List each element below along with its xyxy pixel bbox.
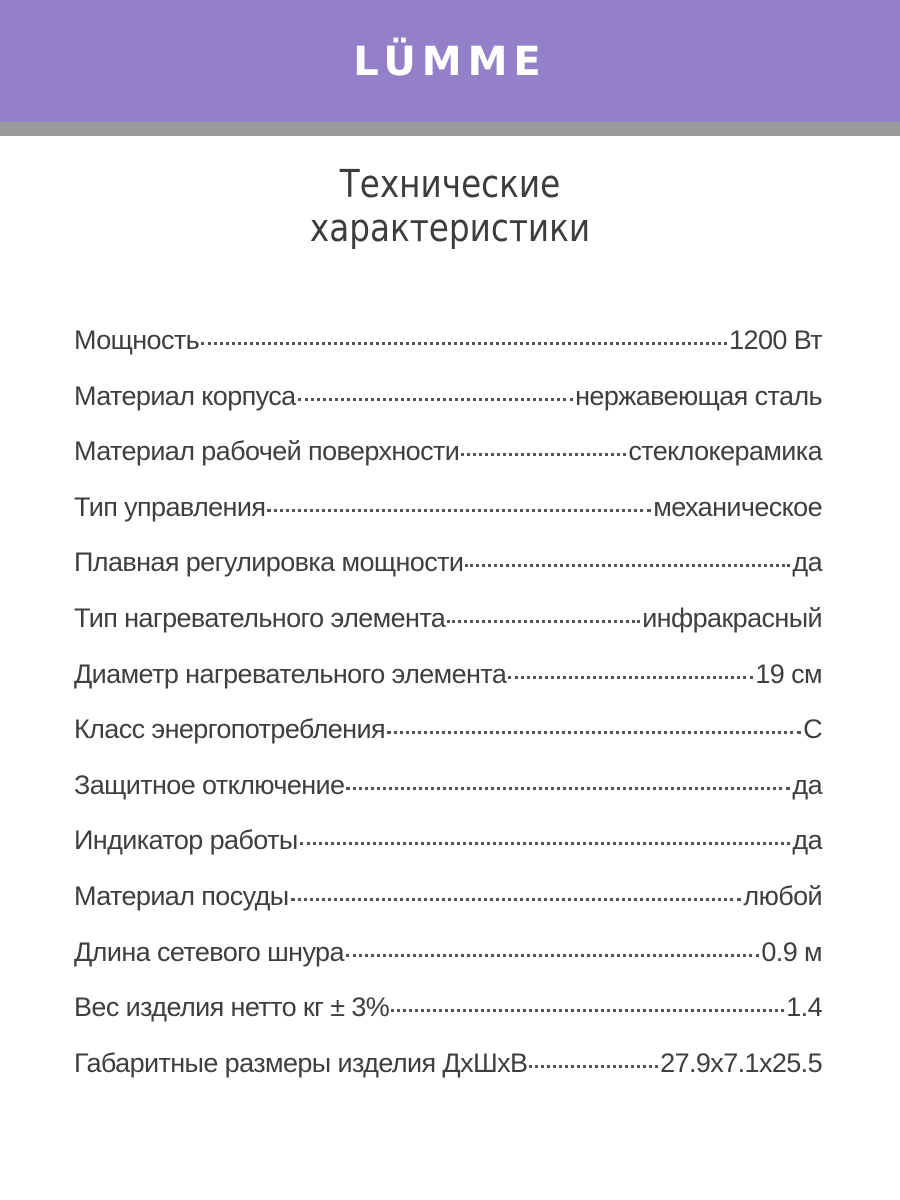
spec-row-heating-element-diameter bbox=[74, 659, 822, 715]
spec-value: 19 см bbox=[755, 658, 822, 689]
spec-value: механическое bbox=[653, 491, 822, 522]
dot-leader bbox=[529, 1065, 658, 1068]
spec-row-surface-material bbox=[74, 436, 822, 492]
spec-row-safety-shutoff bbox=[74, 770, 822, 826]
spec-value: С bbox=[803, 714, 822, 745]
spec-label: Защитное отключение bbox=[74, 769, 345, 800]
dot-leader bbox=[346, 787, 790, 790]
dot-leader bbox=[267, 509, 651, 512]
spec-label: Материал посуды bbox=[74, 880, 289, 911]
spec-row-power bbox=[74, 325, 822, 381]
spec-label: Индикатор работы bbox=[74, 825, 298, 856]
dot-leader bbox=[298, 398, 574, 401]
spec-value: да bbox=[792, 547, 822, 578]
spec-value: 0.9 м bbox=[761, 936, 822, 967]
dot-leader bbox=[461, 453, 626, 456]
spec-label: Мощность bbox=[74, 325, 200, 355]
dot-leader bbox=[447, 620, 640, 623]
spec-label: Материал корпуса bbox=[74, 380, 296, 411]
spec-label: Класс энергопотребления bbox=[74, 714, 385, 745]
spec-row-net-weight bbox=[74, 992, 822, 1048]
spec-list bbox=[74, 325, 822, 1103]
spec-row-heating-element-type bbox=[74, 603, 822, 659]
dot-leader bbox=[300, 842, 791, 845]
spec-row-control-type bbox=[74, 492, 822, 548]
spec-value: инфракрасный bbox=[642, 602, 822, 633]
page-title-line-2: характеристики bbox=[309, 206, 591, 250]
spec-label: Диаметр нагревательного элемента bbox=[74, 658, 507, 689]
spec-row-body-material bbox=[74, 381, 822, 437]
spec-value: любой bbox=[743, 880, 822, 911]
spec-label: Материал рабочей поверхности bbox=[74, 436, 460, 467]
page-title-line-1: Технические bbox=[339, 162, 561, 206]
dot-leader bbox=[387, 731, 801, 734]
page-title bbox=[63, 162, 837, 250]
dot-leader bbox=[508, 676, 753, 679]
dot-leader bbox=[201, 342, 727, 345]
spec-value: нержавеющая сталь bbox=[575, 380, 822, 411]
spec-value: да bbox=[792, 825, 822, 856]
spec-value: стеклокерамика bbox=[628, 436, 822, 467]
spec-label: Тип нагревательного элемента bbox=[74, 602, 446, 633]
brand-logo: LÜMME bbox=[353, 39, 547, 85]
dot-leader bbox=[465, 564, 790, 567]
spec-value: 1200 Вт bbox=[729, 325, 822, 355]
spec-row-smooth-power bbox=[74, 547, 822, 603]
spec-label: Вес изделия нетто кг ± 3% bbox=[74, 992, 390, 1023]
spec-row-power-indicator bbox=[74, 825, 822, 881]
spec-label: Длина сетевого шнура bbox=[74, 936, 344, 967]
dot-leader bbox=[391, 1009, 784, 1012]
header-stripe bbox=[0, 122, 900, 136]
spec-label: Плавная регулировка мощности bbox=[74, 547, 464, 578]
spec-row-energy-class bbox=[74, 714, 822, 770]
spec-row-cookware-material bbox=[74, 881, 822, 937]
spec-row-cord-length bbox=[74, 937, 822, 993]
spec-label: Тип управления bbox=[74, 491, 266, 522]
spec-value: 27.9х7.1х25.5 bbox=[660, 1047, 822, 1078]
spec-row-dimensions bbox=[74, 1048, 822, 1104]
spec-label: Габаритные размеры изделия ДхШхВ bbox=[74, 1047, 528, 1078]
dot-leader bbox=[291, 898, 742, 901]
spec-value: да bbox=[792, 769, 822, 800]
spec-value: 1.4 bbox=[786, 992, 822, 1023]
dot-leader bbox=[346, 954, 760, 957]
